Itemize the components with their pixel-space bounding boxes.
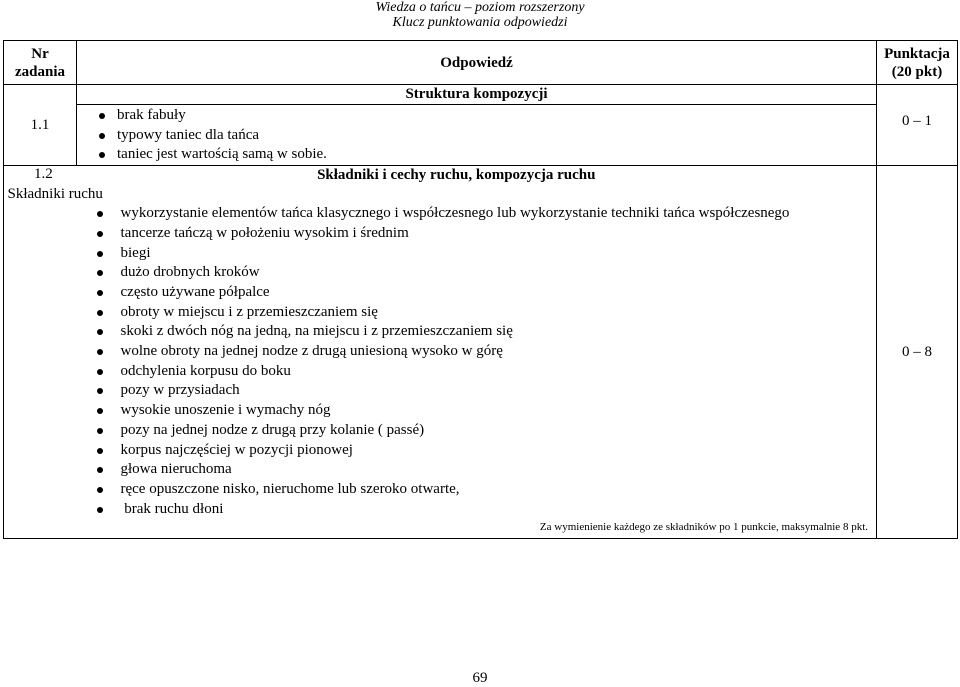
- list-item: głowa nieruchoma: [77, 460, 877, 480]
- section-title: Struktura kompozycji: [77, 85, 877, 105]
- subheading: Składniki ruchu: [7, 186, 103, 203]
- list-item: wysokie unoszenie i wymachy nóg: [77, 401, 877, 421]
- header-points-line2: (20 pkt): [891, 63, 943, 80]
- list-item: pozy na jednej nodze z drugą przy kolanie ( passé): [77, 421, 877, 441]
- list-item: wolne obroty na jednej nodze z drugą uniesioną wysoko w górę: [77, 342, 877, 362]
- list-item: często używane półpalce: [77, 283, 877, 303]
- list-item: tancerze tańczą w położeniu wysokim i średnim: [77, 224, 877, 244]
- task-row-1-1-body: [4, 105, 958, 166]
- header-subtitle: Klucz punktowania odpowiedzi: [392, 15, 568, 30]
- header-task-number-line2: zadania: [14, 63, 65, 80]
- header-title: Wiedza o tańcu – poziom rozszerzony: [375, 0, 585, 15]
- list-item: brak fabuły: [77, 106, 876, 126]
- header-points-line1: Punktacja: [884, 45, 950, 62]
- table-header-row: [4, 41, 958, 85]
- header-points: [877, 41, 958, 85]
- task-row-1-1: [4, 85, 958, 105]
- header-task-number-line1: Nr: [31, 45, 49, 62]
- points-range: 0 – 1: [902, 113, 932, 129]
- list-item: typowy taniec dla tańca: [77, 126, 876, 146]
- bullet-list: [77, 106, 876, 165]
- list-item: biegi: [77, 244, 877, 264]
- section-title: Składniki i cechy ruchu, kompozycja ruchu: [317, 167, 596, 184]
- task-number: 1.2: [34, 166, 53, 183]
- page-number: 69: [472, 670, 488, 686]
- points-cell: [877, 166, 958, 539]
- answer-key-table: [3, 40, 958, 539]
- list-item: skoki z dwóch nóg na jedną, na miejscu i z przemieszczaniem się: [77, 322, 877, 342]
- list-item: ręce opuszczone nisko, nieruchome lub szeroko otwarte,: [77, 480, 877, 500]
- list-item: wykorzystanie elementów tańca klasycznego i współczesnego lub wykorzystanie techniki tańca współczesnego: [77, 204, 877, 224]
- task-number-cell: [4, 85, 77, 166]
- task-number-cell: [4, 166, 77, 539]
- header-answer: Odpowiedź: [77, 41, 877, 85]
- bullet-list: [77, 204, 877, 519]
- task-row-1-2: [4, 166, 958, 539]
- points-range: 0 – 8: [902, 343, 932, 360]
- list-item: korpus najczęściej w pozycji pionowej: [77, 441, 877, 461]
- list-item: obroty w miejscu i z przemieszczaniem się: [77, 303, 877, 323]
- list-item: brak ruchu dłoni: [77, 500, 877, 520]
- list-item: dużo drobnych kroków: [77, 263, 877, 283]
- list-item: pozy w przysiadach: [77, 381, 877, 401]
- header-task-number: [4, 41, 77, 85]
- scoring-note: Za wymienienie każdego ze składników po 1 punkcie, maksymalnie 8 pkt.: [539, 521, 868, 534]
- list-item: odchylenia korpusu do boku: [77, 362, 877, 382]
- task-number: 1.1: [30, 116, 50, 133]
- points-cell: [877, 85, 958, 166]
- list-item: taniec jest wartością samą w sobie.: [77, 145, 876, 165]
- answer-cell: [77, 105, 877, 166]
